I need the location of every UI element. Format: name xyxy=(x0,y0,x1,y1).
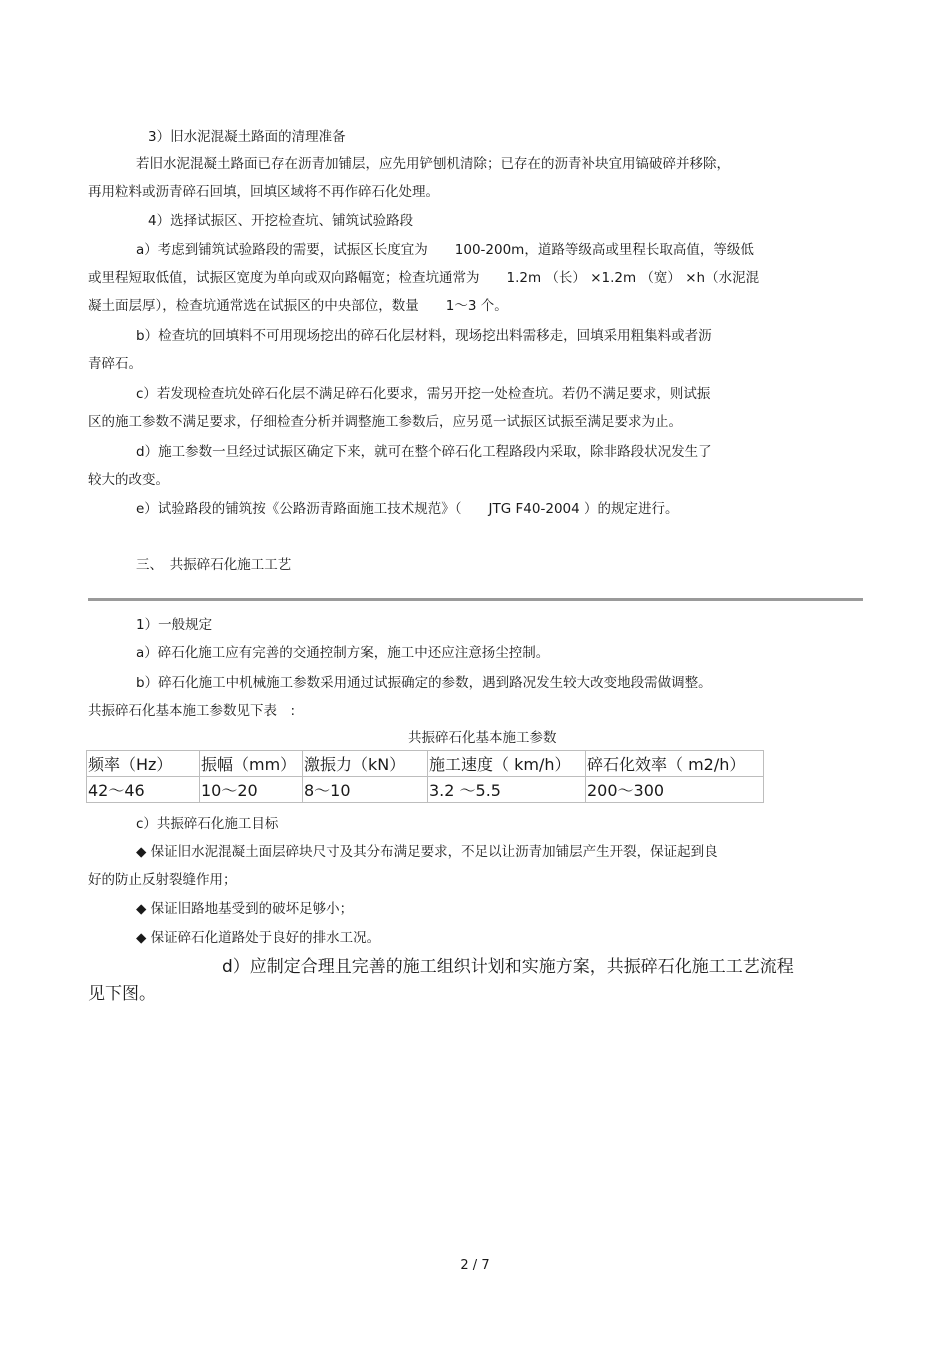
paragraph-line: b）检查坑的回填料不可用现场挖出的碎石化层材料，现场挖出料需移走，回填采用粗集料或者沥 xyxy=(136,328,712,344)
table-row xyxy=(87,777,764,803)
section-divider xyxy=(88,598,863,601)
paragraph-line: a）考虑到铺筑试验路段的需要，试振区长度宜为 100-200m，道路等级高或里程长取高值，等级低 xyxy=(136,242,754,258)
paragraph-line: 若旧水泥混凝土路面已存在沥青加铺层，应先用铲刨机清除；已存在的沥青补块宜用镐破碎并移除， xyxy=(136,156,730,172)
closing-paragraph-continued: 见下图。 xyxy=(88,984,156,1004)
paragraph-line: e）试验路段的铺筑按《公路沥青路面施工技术规范》（ JTG F40-2004 ）的规定进行。 xyxy=(136,501,679,517)
goal-item: ◆ 保证旧水泥混凝土面层碎块尺寸及其分布满足要求，不足以让沥青加铺层产生开裂，保证起到良 xyxy=(136,844,718,860)
section-heading: 三、 共振碎石化施工工艺 xyxy=(136,557,292,573)
table-cell: 8～10 xyxy=(303,777,428,803)
table-cell: 10～20 xyxy=(200,777,303,803)
paragraph-line: 共振碎石化基本施工参数见下表 : xyxy=(88,703,296,719)
table-cell: 3.2 ～5.5 xyxy=(428,777,586,803)
goal-item: ◆ 保证碎石化道路处于良好的排水工况。 xyxy=(136,930,381,946)
page-number: 2 / 7 xyxy=(460,1258,490,1273)
table-cell: 42～46 xyxy=(87,777,200,803)
table-header-cell: 频率（Hz） xyxy=(87,751,200,777)
parameter-table xyxy=(86,750,764,803)
paragraph-line: c）若发现检查坑处碎石化层不满足碎石化要求，需另开挖一处检查坑。若仍不满足要求，则试振 xyxy=(136,386,711,402)
table-caption: 共振碎石化基本施工参数 xyxy=(408,730,557,746)
table-header-cell: 振幅（mm） xyxy=(200,751,303,777)
general-heading: 1）一般规定 xyxy=(136,617,213,633)
table-header-cell: 激振力（kN） xyxy=(303,751,428,777)
closing-paragraph: d）应制定合理且完善的施工组织计划和实施方案，共振碎石化施工工艺流程 xyxy=(222,957,794,977)
paragraph-line: 再用粒料或沥青碎石回填，回填区域将不再作碎石化处理。 xyxy=(88,184,439,200)
goal-item-continued: 好的防止反射裂缝作用； xyxy=(88,872,237,888)
paragraph-line: d）施工参数一旦经过试振区确定下来，就可在整个碎石化工程路段内采取，除非路段状况发生了 xyxy=(136,444,712,460)
paragraph-line: b）碎石化施工中机械施工参数采用通过试振确定的参数，遇到路况发生较大改变地段需做调整。 xyxy=(136,675,712,691)
paragraph-line: 区的施工参数不满足要求，仔细检查分析并调整施工参数后，应另觅一试振区试振至满足要求为止。 xyxy=(88,414,682,430)
table-header-row xyxy=(87,751,764,777)
heading-4-trial: 4）选择试振区、开挖检查坑、铺筑试验路段 xyxy=(148,213,414,229)
paragraph-line: a）碎石化施工应有完善的交通控制方案，施工中还应注意扬尘控制。 xyxy=(136,645,550,661)
paragraph-line: 较大的改变。 xyxy=(88,472,169,488)
paragraph-line: 凝土面层厚），检查坑通常选在试振区的中央部位，数量 1～3 个。 xyxy=(88,298,508,314)
heading-3-cleanup: 3）旧水泥混凝土路面的清理准备 xyxy=(148,129,346,145)
table-header-cell: 碎石化效率（ m2/h） xyxy=(586,751,764,777)
table-cell: 200～300 xyxy=(586,777,764,803)
paragraph-line: 青碎石。 xyxy=(88,356,142,372)
paragraph-line: 或里程短取低值，试振区宽度为单向或双向路幅宽；检查坑通常为 1.2m （长） ×1.2m （宽） ×h（水泥混 xyxy=(88,270,760,286)
goal-item: ◆ 保证旧路地基受到的破坏足够小； xyxy=(136,901,354,917)
table-header-cell: 施工速度（ km/h） xyxy=(428,751,586,777)
goals-heading: c）共振碎石化施工目标 xyxy=(136,816,279,832)
